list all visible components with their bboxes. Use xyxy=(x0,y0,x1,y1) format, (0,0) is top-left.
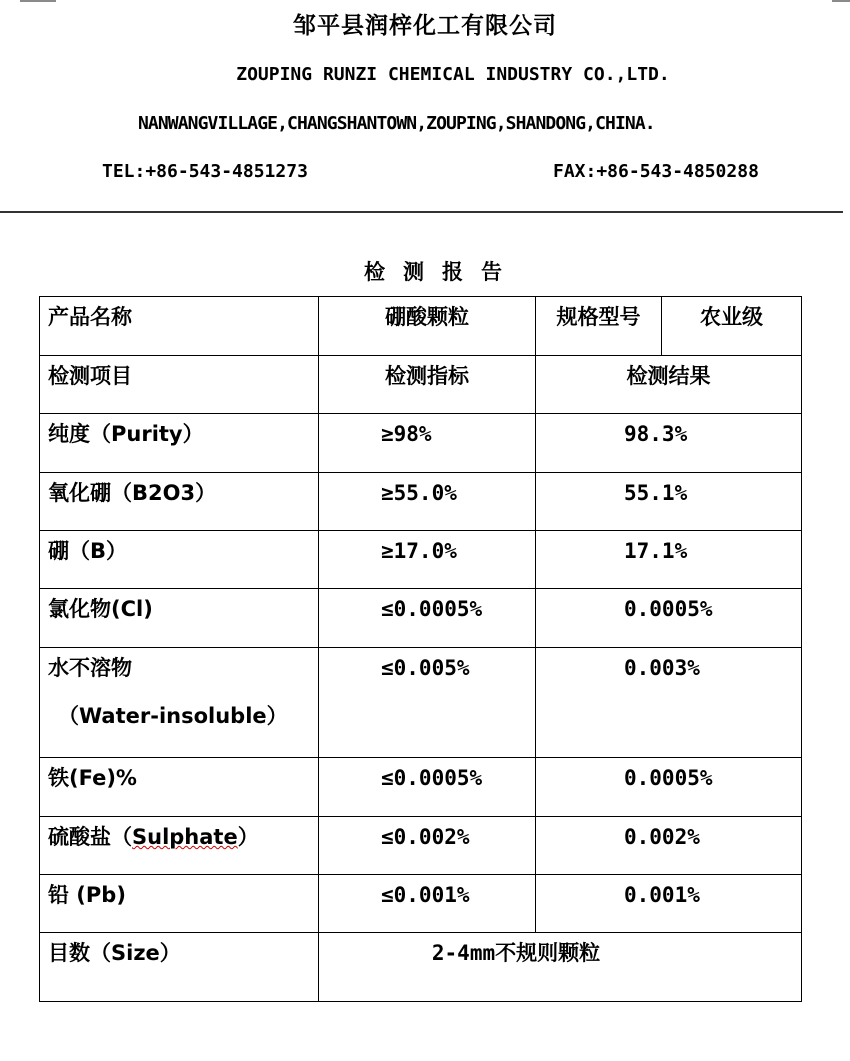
table-row xyxy=(40,531,802,589)
test-result: 0.0005% xyxy=(536,758,802,817)
test-result: 0.0005% xyxy=(536,589,802,648)
product-name-label: 产品名称 xyxy=(40,297,319,356)
size-description: 不规则颗粒 xyxy=(495,941,601,965)
column-header-index: 检测指标 xyxy=(319,356,536,414)
test-result: 0.002% xyxy=(536,817,802,875)
test-index: ≤0.005% xyxy=(319,648,536,758)
test-result: 55.1% xyxy=(536,473,802,531)
test-result: 17.1% xyxy=(536,531,802,589)
fax-number: FAX:+86-543-4850288 xyxy=(553,161,759,182)
test-index: ≤0.0005% xyxy=(319,758,536,817)
size-value xyxy=(319,933,802,1002)
test-result: 0.003% xyxy=(536,648,802,758)
spec-value: 农业级 xyxy=(662,297,802,356)
test-item: 氧化硼（B2O3） xyxy=(40,473,319,531)
test-item-sublabel: （Water-insoluble） xyxy=(58,704,288,728)
spec-label: 规格型号 xyxy=(536,297,662,356)
table-row xyxy=(40,758,802,817)
size-range: 2-4mm xyxy=(431,941,496,965)
test-index: ≥55.0% xyxy=(319,473,536,531)
test-item: 铅 (Pb) xyxy=(40,875,319,933)
inspection-report-table xyxy=(39,296,802,1002)
test-item-suffix: ） xyxy=(237,825,259,849)
table-row xyxy=(40,817,802,875)
test-index: ≤0.001% xyxy=(319,875,536,933)
spellcheck-underlined-word: Sulphate xyxy=(132,825,238,849)
table-row xyxy=(40,648,802,758)
company-name-english: ZOUPING RUNZI CHEMICAL INDUSTRY CO.,LTD. xyxy=(236,64,670,85)
test-item: 硼（B） xyxy=(40,531,319,589)
table-row-size xyxy=(40,933,802,1002)
test-index: ≤0.002% xyxy=(319,817,536,875)
test-item: 铁(Fe)% xyxy=(40,758,319,817)
test-item xyxy=(40,817,319,875)
column-header-result: 检测结果 xyxy=(536,356,802,414)
table-row-header xyxy=(40,356,802,414)
test-item: 纯度（Purity） xyxy=(40,414,319,473)
table-row xyxy=(40,414,802,473)
table-row xyxy=(40,875,802,933)
company-address: NANWANGVILLAGE,CHANGSHANTOWN,ZOUPING,SHANDONG,CHINA. xyxy=(138,113,655,134)
table-row xyxy=(40,589,802,648)
column-header-item: 检测项目 xyxy=(40,356,319,414)
table-row xyxy=(40,473,802,531)
test-index: ≥17.0% xyxy=(319,531,536,589)
test-item xyxy=(40,648,319,758)
table-row-product xyxy=(40,297,802,356)
telephone-number: TEL:+86-543-4851273 xyxy=(102,161,308,182)
page-corner-mark-left xyxy=(20,0,56,2)
test-item: 氯化物(Cl) xyxy=(40,589,319,648)
test-index: ≤0.0005% xyxy=(319,589,536,648)
test-item-label: 水不溶物 xyxy=(48,656,132,680)
report-title: 检测报告 xyxy=(364,260,520,284)
size-label: 目数（Size） xyxy=(40,933,319,1002)
test-index: ≥98% xyxy=(319,414,536,473)
product-name-value: 硼酸颗粒 xyxy=(319,297,536,356)
test-result: 98.3% xyxy=(536,414,802,473)
test-item-prefix: 硫酸盐（ xyxy=(48,825,132,849)
letterhead-divider xyxy=(0,211,843,213)
page-corner-mark-right xyxy=(832,0,850,2)
company-name-chinese: 邹平县润梓化工有限公司 xyxy=(293,13,557,39)
test-result: 0.001% xyxy=(536,875,802,933)
